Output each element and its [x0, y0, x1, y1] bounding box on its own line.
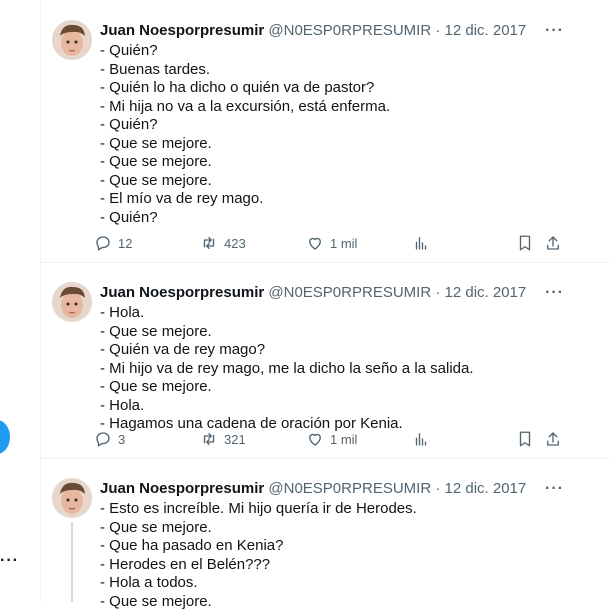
tweet-actions [94, 233, 564, 255]
analytics-icon [412, 234, 430, 252]
avatar[interactable] [52, 282, 92, 322]
tweet-text [100, 500, 417, 611]
heart-icon [306, 234, 324, 252]
post-fab-button[interactable] [0, 420, 10, 454]
retweet-button[interactable] [200, 233, 246, 253]
reply-icon [94, 430, 112, 448]
reply-button[interactable] [94, 233, 132, 253]
tweet-line: - Que se mejore. [100, 593, 417, 611]
retweet-count: 321 [224, 432, 246, 447]
reply-button[interactable] [94, 429, 125, 449]
retweet-icon [200, 430, 218, 448]
bookmark-button[interactable] [516, 429, 534, 449]
author-name[interactable]: Juan Noesporpresumir [100, 284, 264, 301]
tweet-line: - Quién? [100, 209, 390, 228]
tweet-2[interactable] [41, 262, 611, 459]
retweet-icon [200, 234, 218, 252]
tweet-line: - Que se mejore. [100, 135, 390, 154]
tweet-line: - Mi hija no va a la excursión, está enferma. [100, 98, 390, 117]
separator: · [435, 22, 440, 39]
tweet-line: - Quién? [100, 42, 390, 61]
author-name[interactable]: Juan Noesporpresumir [100, 22, 264, 39]
share-icon [544, 430, 562, 448]
share-button[interactable] [544, 233, 562, 253]
views-button[interactable] [412, 233, 430, 253]
tweet-text [100, 304, 474, 434]
tweet-line: - Que se mejore. [100, 172, 390, 191]
side-more-icon[interactable]: ··· [0, 552, 19, 570]
tweet-line: - Hola. [100, 304, 474, 323]
tweet-date[interactable]: 12 dic. 2017 [445, 284, 527, 301]
retweet-button[interactable] [200, 429, 246, 449]
tweet-header [100, 284, 526, 301]
tweet-line: - Quién lo ha dicho o quién va de pastor? [100, 79, 390, 98]
views-button[interactable] [412, 429, 430, 449]
tweet-text [100, 42, 390, 227]
retweet-count: 423 [224, 236, 246, 251]
tweet-1[interactable] [41, 0, 611, 263]
like-count: 1 mil [330, 432, 357, 447]
more-options-icon[interactable]: ··· [545, 284, 564, 302]
tweet-line: - Mi hijo va de rey mago, me la dicho la seño a la salida. [100, 360, 474, 379]
timeline [40, 0, 611, 602]
tweet-line: - El mío va de rey mago. [100, 190, 390, 209]
heart-icon [306, 430, 324, 448]
avatar[interactable] [52, 478, 92, 518]
tweet-3[interactable] [41, 458, 611, 602]
tweet-line: - Herodes en el Belén??? [100, 556, 417, 575]
tweet-line: - Hola. [100, 397, 474, 416]
author-name[interactable]: Juan Noesporpresumir [100, 480, 264, 497]
tweet-line: - Quién va de rey mago? [100, 341, 474, 360]
separator: · [435, 284, 440, 301]
tweet-line: - Buenas tardes. [100, 61, 390, 80]
tweet-actions [94, 429, 564, 451]
tweet-header [100, 22, 526, 39]
share-button[interactable] [544, 429, 562, 449]
like-count: 1 mil [330, 236, 357, 251]
tweet-line: - Hola a todos. [100, 574, 417, 593]
tweet-line: - Hagamos una cadena de oración por Kenia. [100, 415, 474, 434]
author-handle[interactable]: @N0ESP0RPRESUMIR [268, 22, 431, 39]
bookmark-icon [516, 430, 534, 448]
tweet-date[interactable]: 12 dic. 2017 [445, 22, 527, 39]
avatar[interactable] [52, 20, 92, 60]
share-icon [544, 234, 562, 252]
tweet-line: - Quién? [100, 116, 390, 135]
tweet-line: - Esto es increíble. Mi hijo quería ir de Herodes. [100, 500, 417, 519]
analytics-icon [412, 430, 430, 448]
bookmark-icon [516, 234, 534, 252]
tweet-line: - Que se mejore. [100, 153, 390, 172]
author-handle[interactable]: @N0ESP0RPRESUMIR [268, 284, 431, 301]
reply-count: 3 [118, 432, 125, 447]
thread-line [71, 522, 73, 602]
like-button[interactable] [306, 429, 357, 449]
reply-count: 12 [118, 236, 132, 251]
separator: · [435, 480, 440, 497]
reply-icon [94, 234, 112, 252]
more-options-icon[interactable]: ··· [545, 22, 564, 40]
tweet-header [100, 480, 526, 497]
bookmark-button[interactable] [516, 233, 534, 253]
author-handle[interactable]: @N0ESP0RPRESUMIR [268, 480, 431, 497]
tweet-date[interactable]: 12 dic. 2017 [445, 480, 527, 497]
like-button[interactable] [306, 233, 357, 253]
tweet-line: - Que se mejore. [100, 378, 474, 397]
tweet-line: - Que se mejore. [100, 519, 417, 538]
more-options-icon[interactable]: ··· [545, 480, 564, 498]
tweet-line: - Que ha pasado en Kenia? [100, 537, 417, 556]
tweet-line: - Que se mejore. [100, 323, 474, 342]
